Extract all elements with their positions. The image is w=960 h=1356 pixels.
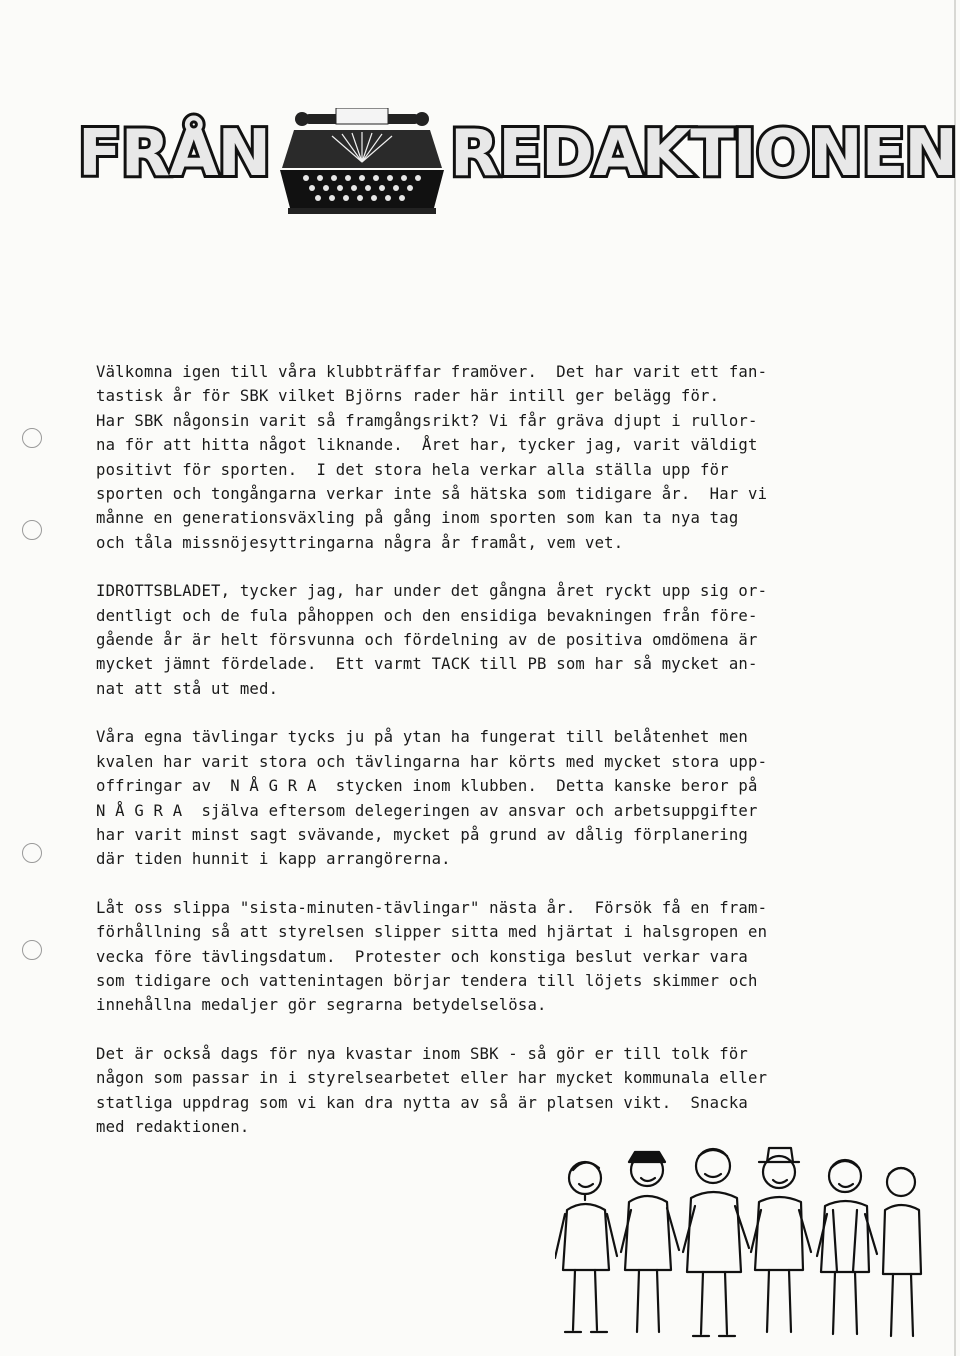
paragraph: Det är också dags för nya kvastar inom SBK - så gör er till tolk för någon som passar in i styrelsearbetet eller har mycket kommunala eller statliga uppdrag som vi kan dra nytta av så är platsen vikt. Snacka med redaktionen. [96,1044,768,1136]
punch-hole-icon [22,940,42,960]
masthead-title-right: REDAKTIONEN [450,117,957,191]
punch-hole-icon [22,843,42,863]
page-edge [954,0,956,1356]
paragraph: IDROTTSBLADET, tycker jag, har under det gångna året ryckt upp sig or- dentligt och de fula påhoppen och den ensidiga bevakningen från före- gående år är helt försvunna och fördelning av de positiva omdömena är mycket jämnt fördelade. Ett varmt TACK till PB som har så mycket an- nat att stå ut med. [96,582,768,698]
paragraph: Våra egna tävlingar tycks ju på ytan ha fungerat till belåtenhet men kvalen har varit stora och tävlingarna har körts med mycket stora upp- offringar av N Å G R A stycken inom klubben. Detta kanske beror på N Å G R A själva eftersom delegeringen av ansvar och arbetsuppgifter har varit minst sagt svävande, mycket på grund av dålig förplanering där tiden hunnit i kapp arrangörerna. [96,728,768,869]
editorial-body [96,360,914,1163]
masthead-title-left: FRÅN [78,117,271,191]
workers-illustration-icon [555,1140,925,1350]
punch-hole-icon [22,428,42,448]
punch-hole-icon [22,520,42,540]
paragraph: Låt oss slippa "sista-minuten-tävlingar" nästa år. Försök få en fram- förhållning så att styrelsen slipper sitta med hjärtat i halsgropen en vecka före tävlingsdatum. Protester och konstiga beslut verkar vara som tidigare och vattenintagen börjar tendera till löjets skimmer och innehållna medaljer gör segrarna betydelselösa. [96,898,768,1015]
typewriter-icon [274,108,450,216]
paragraph: Välkomna igen till våra klubbträffar framöver. Det har varit ett fan- tastisk år för SBK vilket Björns rader här intill ger belägg för. Har SBK någonsin varit så framgångsrikt? Vi får gräva djupt i rullor- na för att hitta något liknande. Året har, tycker jag, varit väldigt positivt för sporten. I det stora hela verkar alla ställa upp för sporten och tongångarna verkar inte så hätska som tidigare år. Har vi månne en generationsväxling på gång inom sporten som kan ta nya tag och tåla missnöjesyttringarna några år framåt, vem vet. [96,363,768,552]
masthead [78,108,957,218]
